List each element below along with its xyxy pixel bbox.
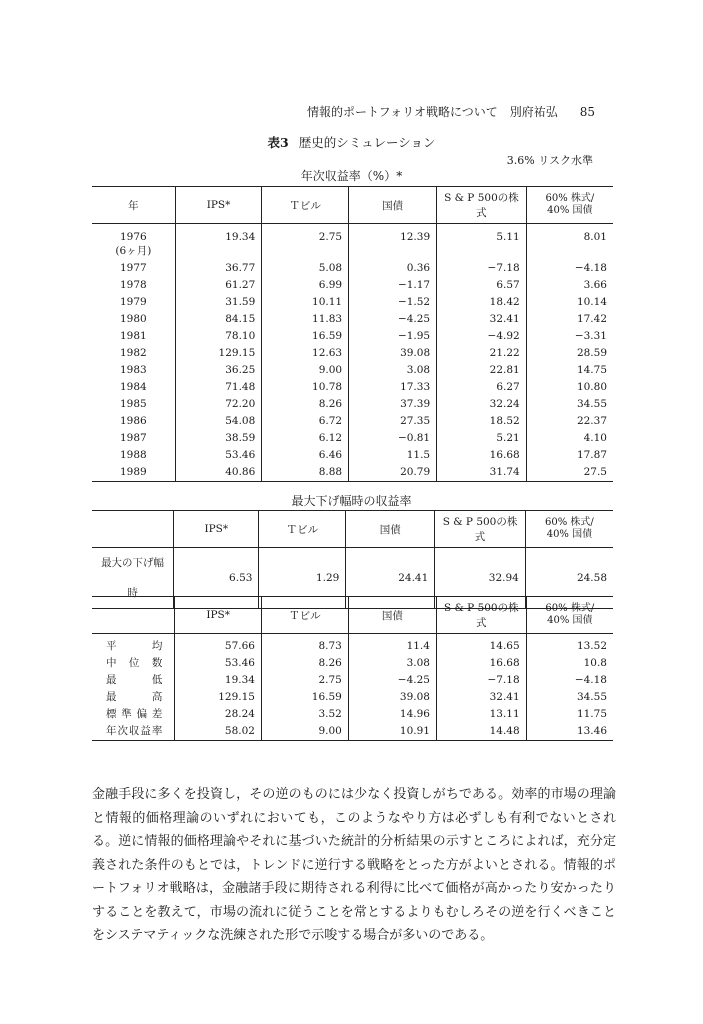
cell-ips: 19.34 [175,672,262,689]
cell-year: 1977 [120,262,147,274]
header-ips: IPS* [174,511,259,548]
cell-bonds: 12.39 [349,224,437,261]
cell-sp500: 31.74 [437,464,527,482]
cell-mix: 13.52 [526,634,613,656]
cell-bonds: −0.81 [349,430,437,447]
table-row [92,723,613,741]
cell-sp500: 5.11 [437,224,527,261]
cell-tbill: 16.59 [261,689,348,706]
cell-bonds: 39.08 [348,689,436,706]
header-sp500: S & P 500の株式 [435,511,526,548]
cell-mix: 10.80 [526,379,613,396]
cell-year: 1983 [120,364,147,376]
cell-ips: 40.86 [175,464,262,482]
header-mix [525,511,613,548]
table-title: 歴史的シミュレーション [298,135,436,150]
header-mix-line1: 60% 株式/ [545,603,595,614]
header-mix [526,187,613,224]
header-mix-line1: 60% 株式/ [545,517,594,528]
cell-bonds: 3.08 [348,655,436,672]
cell-mix: 34.55 [526,396,613,413]
header-bonds: 国債 [346,511,435,548]
cell-tbill: 11.83 [262,311,349,328]
cell-ips: 57.66 [175,634,262,656]
cell-mix: −3.31 [526,328,613,345]
table-row [92,379,613,396]
cell-mix: 28.59 [526,345,613,362]
cell-tbill: 1.29 [259,548,346,609]
cell-year: 1978 [120,279,147,291]
cell-ips: 28.24 [175,706,262,723]
cell-mix: 14.75 [526,362,613,379]
cell-label: 最低 [106,674,163,686]
drawdown-table [92,510,613,609]
header-blank [92,511,174,548]
table-row [92,224,613,261]
cell-year: 1981 [120,330,147,342]
cell-year: 1984 [120,381,147,393]
running-head-title: 情報的ポートフォリオ戦略について 別府祐弘 [307,105,558,119]
cell-tbill: 2.75 [262,224,349,261]
cell-mix: 22.37 [526,413,613,430]
cell-bonds: −4.25 [348,672,436,689]
cell-tbill: 6.12 [262,430,349,447]
cell-year: 1986 [120,415,147,427]
cell-ips: 36.25 [175,362,262,379]
table-row [92,362,613,379]
table-row [92,430,613,447]
cell-sp500: 6.27 [437,379,527,396]
cell-sp500: 14.65 [436,634,526,656]
cell-ips: 72.20 [175,396,262,413]
header-tbill: Ｔビル [259,511,346,548]
cell-ips: 31.59 [175,294,262,311]
cell-ips: 38.59 [175,430,262,447]
header-mix-line2: 40% 国債 [546,529,593,540]
cell-mix: 27.5 [526,464,613,482]
cell-bonds: −1.95 [349,328,437,345]
drawdown-title: 最大下げ幅時の収益率 [291,494,412,508]
cell-sp500: 14.48 [436,723,526,741]
cell-bonds: 39.08 [349,345,437,362]
table-header-row [92,511,613,548]
table-row [92,413,613,430]
page-number: 85 [579,105,595,119]
cell-year: 1980 [120,313,147,325]
table-header-row [92,597,613,634]
cell-sp500: 32.41 [437,311,527,328]
cell-mix: 34.55 [526,689,613,706]
cell-tbill: 12.63 [262,345,349,362]
cell-sp500: 32.94 [435,548,526,609]
cell-tbill: 6.72 [262,413,349,430]
cell-mix: 17.42 [526,311,613,328]
cell-tbill: 10.78 [262,379,349,396]
cell-label: 最高 [106,691,163,703]
header-ips: IPS* [175,597,262,634]
cell-sp500: 13.11 [436,706,526,723]
cell-tbill: 6.99 [262,277,349,294]
cell-sp500: −7.18 [436,672,526,689]
cell-sp500: 22.81 [437,362,527,379]
cell-bonds: 37.39 [349,396,437,413]
cell-ips: 36.77 [175,260,262,277]
table-row [92,345,613,362]
header-ips: IPS* [175,187,262,224]
table-row [92,655,613,672]
cell-mix: 11.75 [526,706,613,723]
cell-ips: 54.08 [175,413,262,430]
table-row [92,311,613,328]
header-bonds: 国債 [349,187,437,224]
cell-tbill: 16.59 [262,328,349,345]
cell-mix: 10.14 [526,294,613,311]
table-row [92,689,613,706]
cell-year: 1987 [120,432,147,444]
header-tbill: Ｔビル [262,187,349,224]
cell-bonds: −1.17 [349,277,437,294]
table-row [92,447,613,464]
cell-tbill: 9.00 [261,723,348,741]
body-paragraph: 金融手段に多くを投資し，その逆のものには少なく投資しがちである。効率的市場の理論と情報的価格理論のいずれにおいても，このようなやり方は必ずしも有利でないとされる。逆に情報的価格理論やそれに基づいた統計的分析結果の示すところによれば，充分定義された条件のもとでは，トレンドに逆行する戦略をとった方がよいとされる。情報的ポートフォリオ戦略は，金融諸手段に期待される利得に比べて価格が高かったり安かったりすることを教えて，市場の流れに従うことを常とするよりもむしろその逆を行くべきことをシステマティックな洗練された形で示唆する場合が多いのである。 [92,787,616,943]
cell-mix: 8.01 [526,224,613,261]
cell-ips: 129.15 [175,345,262,362]
annual-returns-table [92,186,613,482]
cell-sp500: 6.57 [437,277,527,294]
cell-sp500: 32.41 [436,689,526,706]
table-row [92,294,613,311]
header-bonds: 国債 [348,597,436,634]
cell-label: 標準偏差 [106,708,163,720]
cell-year: 1985 [120,398,147,410]
table-row [92,464,613,482]
year-note: (6ヶ月) [115,245,152,257]
header-sp500: S & P 500の株式 [436,597,526,634]
cell-tbill: 10.11 [262,294,349,311]
cell-year [92,224,175,261]
risk-note: 3.6% リスク水準 [506,154,593,167]
cell-year: 1979 [120,296,147,308]
cell-sp500: −7.18 [437,260,527,277]
cell-sp500: −4.92 [437,328,527,345]
cell-year: 1989 [92,464,175,482]
table-row [92,634,613,656]
header-sp500: S & P 500の株式 [437,187,527,224]
header-tbill: Ｔビル [261,597,348,634]
header-mix-line2: 40% 国債 [547,615,593,626]
cell-bonds: 14.96 [348,706,436,723]
cell-tbill: 5.08 [262,260,349,277]
cell-bonds: 0.36 [349,260,437,277]
table-row [92,277,613,294]
cell-ips: 6.53 [174,548,259,609]
header-blank [92,597,175,634]
cell-ips: 53.46 [175,655,262,672]
cell-bonds: −1.52 [349,294,437,311]
cell-ips: 61.27 [175,277,262,294]
cell-sp500: 32.24 [437,396,527,413]
cell-mix: 3.66 [526,277,613,294]
cell-tbill: 8.73 [261,634,348,656]
cell-mix: −4.18 [526,672,613,689]
cell-bonds: 3.08 [349,362,437,379]
cell-tbill: 8.88 [262,464,349,482]
cell-tbill: 8.26 [262,396,349,413]
cell-mix: −4.18 [526,260,613,277]
cell-mix: 10.8 [526,655,613,672]
cell-ips: 53.46 [175,447,262,464]
header-year: 年 [92,187,175,224]
header-mix-line2: 40% 国債 [547,205,593,216]
cell-mix: 24.58 [525,548,613,609]
cell-bonds: 11.4 [348,634,436,656]
cell-ips: 129.15 [175,689,262,706]
cell-label: 年次収益率 [92,723,175,741]
cell-sp500: 5.21 [437,430,527,447]
cell-tbill: 8.26 [261,655,348,672]
cell-mix: 17.87 [526,447,613,464]
cell-sp500: 16.68 [436,655,526,672]
year-value: 1976 [120,231,147,243]
cell-label: 最大の下げ幅時 [92,548,174,609]
table-header-row [92,187,613,224]
cell-ips: 84.15 [175,311,262,328]
cell-tbill: 9.00 [262,362,349,379]
cell-tbill: 6.46 [262,447,349,464]
cell-sp500: 16.68 [437,447,527,464]
cell-bonds: 11.5 [349,447,437,464]
cell-bonds: 20.79 [349,464,437,482]
header-mix-line1: 60% 株式/ [545,193,595,204]
cell-bonds: −4.25 [349,311,437,328]
table-row [92,328,613,345]
cell-bonds: 24.41 [346,548,435,609]
cell-year: 1982 [120,347,147,359]
header-mix [526,597,613,634]
cell-sp500: 18.42 [437,294,527,311]
cell-ips: 58.02 [175,723,262,741]
cell-ips: 19.34 [175,224,262,261]
cell-ips: 78.10 [175,328,262,345]
cell-bonds: 27.35 [349,413,437,430]
table-row [92,706,613,723]
cell-label: 平均 [106,640,163,652]
table-row [92,396,613,413]
cell-bonds: 17.33 [349,379,437,396]
cell-year: 1988 [120,449,147,461]
cell-mix: 13.46 [526,723,613,741]
table-row [92,672,613,689]
running-head [307,103,595,120]
cell-mix: 4.10 [526,430,613,447]
cell-sp500: 18.52 [437,413,527,430]
table-label: 表3 [267,135,289,150]
summary-stats-table [92,596,613,741]
cell-label: 中位数 [106,657,163,669]
cell-sp500: 21.22 [437,345,527,362]
cell-ips: 71.48 [175,379,262,396]
table-row [92,260,613,277]
cell-tbill: 2.75 [261,672,348,689]
annual-returns-title: 年次収益率（%）* [300,169,403,183]
table-caption [0,133,703,151]
cell-tbill: 3.52 [261,706,348,723]
cell-bonds: 10.91 [348,723,436,741]
